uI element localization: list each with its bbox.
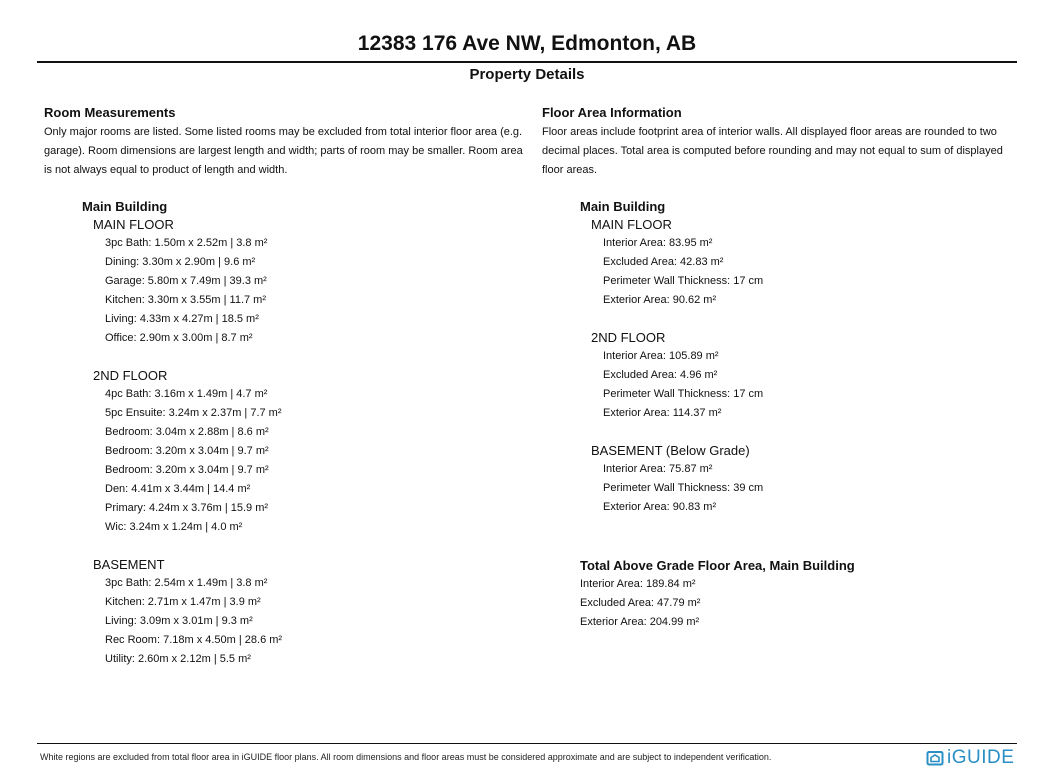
floor-section-main <box>93 215 522 348</box>
area-section-2nd <box>591 328 1020 423</box>
area-section-main <box>591 215 1020 310</box>
area-row: Perimeter Wall Thickness: 39 cm <box>603 482 764 494</box>
room-measurements-title: Room Measurements <box>44 105 176 120</box>
area-row: Interior Area: 75.87 m² <box>603 463 713 475</box>
area-row: Interior Area: 105.89 m² <box>603 350 719 362</box>
floor-name: MAIN FLOOR <box>93 217 174 232</box>
area-row: Perimeter Wall Thickness: 17 cm <box>603 388 764 400</box>
bottom-rule <box>37 743 1017 744</box>
area-section-basement <box>591 441 1020 517</box>
area-row: Perimeter Wall Thickness: 17 cm <box>603 275 764 287</box>
room-row: Dining: 3.30m x 2.90m | 9.6 m² <box>105 256 256 268</box>
total-title: Total Above Grade Floor Area, Main Building <box>580 558 855 573</box>
spacer <box>580 310 1020 328</box>
room-row: Office: 2.90m x 3.00m | 8.7 m² <box>105 332 253 344</box>
area-row: Interior Area: 83.95 m² <box>603 237 713 249</box>
floor-section-basement <box>93 555 522 669</box>
room-row: Kitchen: 2.71m x 1.47m | 3.9 m² <box>105 596 261 608</box>
floor-name: BASEMENT (Below Grade) <box>591 443 750 458</box>
floor-name: BASEMENT <box>93 557 165 572</box>
room-row: Primary: 4.24m x 3.76m | 15.9 m² <box>105 502 269 514</box>
iguide-logo-icon <box>926 749 944 767</box>
room-row: Bedroom: 3.20m x 3.04m | 9.7 m² <box>105 464 269 476</box>
area-row: Exterior Area: 90.62 m² <box>603 294 717 306</box>
room-row: 5pc Ensuite: 3.24m x 2.37m | 7.7 m² <box>105 407 282 419</box>
floor-name: 2ND FLOOR <box>591 330 666 345</box>
area-row: Exterior Area: 90.83 m² <box>603 501 717 513</box>
total-above-grade <box>580 557 1020 632</box>
room-measurements-building <box>82 198 522 669</box>
room-row: Den: 4.41m x 3.44m | 14.4 m² <box>105 483 251 495</box>
footer-disclaimer: White regions are excluded from total floor area in iGUIDE floor plans. All room dimensions and floor areas must be considered approximate and are subject to independent verification. <box>40 752 772 762</box>
page-subtitle: Property Details <box>469 66 585 83</box>
room-row: Rec Room: 7.18m x 4.50m | 28.6 m² <box>105 634 283 646</box>
room-row: Utility: 2.60m x 2.12m | 5.5 m² <box>105 653 251 665</box>
floor-area-building <box>580 198 1020 517</box>
room-row: Living: 3.09m x 3.01m | 9.3 m² <box>105 615 253 627</box>
spacer <box>82 537 522 555</box>
floor-area-header <box>542 104 1024 180</box>
room-row: Living: 4.33m x 4.27m | 18.5 m² <box>105 313 259 325</box>
room-measurements-header <box>44 104 526 180</box>
iguide-logo-text: iGUIDE <box>947 747 1015 768</box>
floor-section-2nd <box>93 366 522 537</box>
floor-area-description: Floor areas include footprint area of interior walls. All displayed floor areas are rounded to two decimal places. Total area is computed before rounding and may not equal to sum of displayed floor areas. <box>542 126 1003 176</box>
area-row: Exterior Area: 114.37 m² <box>603 407 722 419</box>
total-row: Exterior Area: 204.99 m² <box>580 616 700 628</box>
total-row: Interior Area: 189.84 m² <box>580 578 696 590</box>
total-row: Excluded Area: 47.79 m² <box>580 597 701 609</box>
room-row: 4pc Bath: 3.16m x 1.49m | 4.7 m² <box>105 388 268 400</box>
floor-name: 2ND FLOOR <box>93 368 168 383</box>
spacer <box>580 423 1020 441</box>
room-row: Bedroom: 3.20m x 3.04m | 9.7 m² <box>105 445 269 457</box>
room-measurements-description: Only major rooms are listed. Some listed rooms may be excluded from total interior floor area (e.g. garage). Room dimensions are largest length and width; parts of room may be smaller. Room area is not always equal to product of length and width. <box>44 126 523 176</box>
building-title: Main Building <box>82 199 168 214</box>
spacer <box>82 348 522 366</box>
iguide-logo <box>926 746 1014 770</box>
room-row: Garage: 5.80m x 7.49m | 39.3 m² <box>105 275 267 287</box>
room-row: Wic: 3.24m x 1.24m | 4.0 m² <box>105 521 243 533</box>
top-rule <box>37 61 1017 63</box>
address-title: 12383 176 Ave NW, Edmonton, AB <box>357 32 697 55</box>
area-row: Excluded Area: 4.96 m² <box>603 369 718 381</box>
area-row: Excluded Area: 42.83 m² <box>603 256 724 268</box>
room-row: 3pc Bath: 2.54m x 1.49m | 3.8 m² <box>105 577 268 589</box>
building-title: Main Building <box>580 199 666 214</box>
floor-area-title: Floor Area Information <box>542 105 682 120</box>
room-row: Bedroom: 3.04m x 2.88m | 8.6 m² <box>105 426 269 438</box>
room-row: 3pc Bath: 1.50m x 2.52m | 3.8 m² <box>105 237 268 249</box>
room-row: Kitchen: 3.30m x 3.55m | 11.7 m² <box>105 294 267 306</box>
floor-name: MAIN FLOOR <box>591 217 672 232</box>
